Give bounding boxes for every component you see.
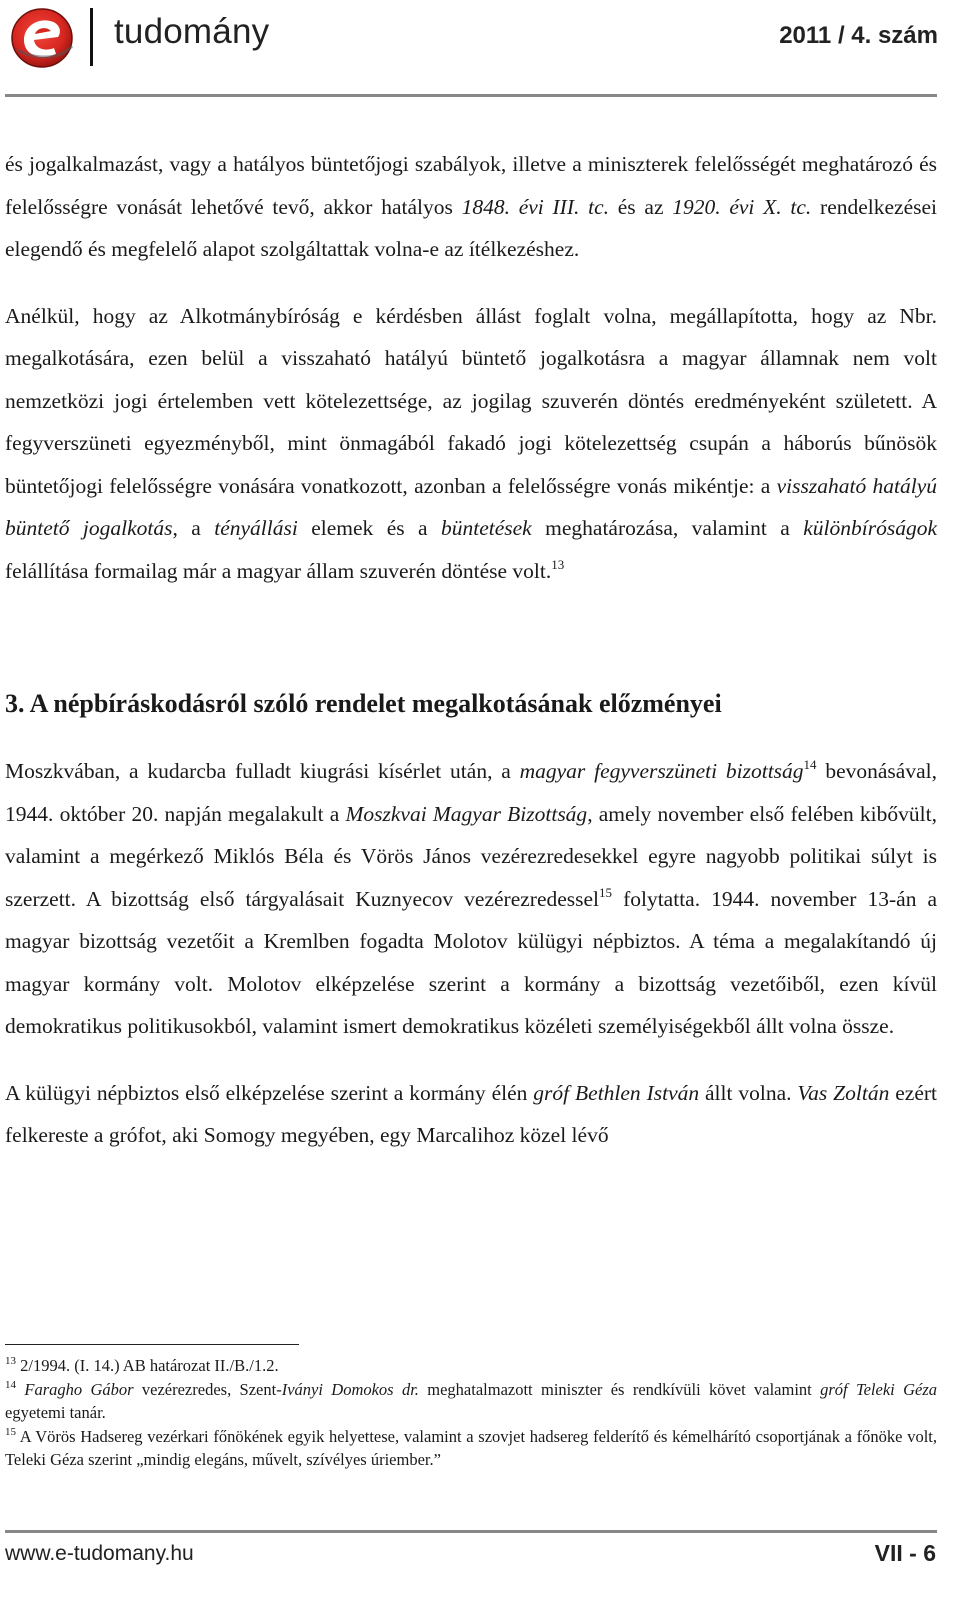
footnote-14: $^{14}$ Faragho Gábor vezérezredes, Szent-Iványi Domokos dr. meghatalmazott miniszter és rendkívüli követ valamint gróf Teleki Géza egyetemi tanár.	[5, 1378, 938, 1422]
section-heading: 3. A népbíráskodásról szóló rendelet megalkotásának előzményei	[5, 689, 722, 718]
footnote-ref-14[interactable]: 14	[803, 757, 817, 772]
footer-rule	[5, 1530, 937, 1533]
header-rule	[5, 94, 937, 97]
header-divider	[90, 8, 93, 66]
page-header	[0, 0, 960, 96]
footnote-ref-15[interactable]: 15	[599, 884, 613, 900]
site-name: tudomány	[114, 12, 270, 51]
paragraph-2: Anélkül, hogy az Alkotmánybíróság e kérdésben állást foglalt volna, megállapította, hogy az Nbr. megalkotására, ezen belül a visszaható hatályú büntető jogalkotásra a magyar államnak nem volt nemzetközi jogi értelemben vett kötelezettsége, az jogilag szuverén döntés eredményeként született. A fegyverszüneti egyezményből, mint önmagából fakadó jogi kötelezettség csupán a háborús bűnösök büntetőjogi felelősségre vonására vonatkozott, azonban a felelősségre vonás mikéntje: a visszaható hatályú büntető jogalkotás, a tényállási elemek és a büntetések meghatározása, valamint a különbíróságok felállítása formailag már a magyar állam szuverén döntése volt.$^{13}$	[5, 303, 938, 583]
footnote-13: $^{13}$ 2/1994. (I. 14.) AB határozat II./B./1.2.	[5, 1355, 279, 1375]
footer-url-link[interactable]: www.e-tudomany.hu	[5, 1542, 194, 1565]
footnote-ref-13[interactable]: 13	[551, 556, 565, 572]
paragraph-3: Moszkvában, a kudarcba fulladt kiugrási kísérlet után, a magyar fegyverszüneti bizottság$^{14}$ bevonásával, 1944. október 20. napján megalakult a Moszkvai Magyar Bizottság, amely november első felében kibővült, valamint a megérkező Miklós Béla és Vörös János vezérezredesekkel egyre nagyobb politikai súlyt is szerzett. A bizottság első tárgyalásait Kuznyecov vezérezredessel$^{15}$ folytatta. 1944. november 13-án a magyar bizottság vezetőit a Kremlben fogadta Molotov külügyi népbiztos. A téma a megalakítandó új magyar kormány volt. Molotov elképzelése szerint a kormány a bizottság vezetőiből, ezen kívül demokratikus politikusokból, valamint ismert demokratikus közéleti személyiségekből állt volna össze.	[5, 757, 938, 1038]
footnote-separator	[5, 1344, 299, 1345]
e-tudomany-logo-icon[interactable]	[8, 2, 76, 70]
page-number: VII - 6	[874, 1540, 936, 1566]
paragraph-1: és jogalkalmazást, vagy a hatályos büntetőjogi szabályok, illetve a miniszterek felelősségét meghatározó és felelősségre vonását lehetővé tevő, akkor hatályos 1848. évi III. tc. és az 1920. évi X. tc. rendelkezései elegendő és megfelelő alapot szolgáltattak volna-e az ítélkezéshez.	[5, 152, 938, 261]
paragraph-4: A külügyi népbiztos első elképzelése szerint a kormány élén gróf Bethlen István állt volna. Vas Zoltán ezért felkereste a grófot, aki Somogy megyében, egy Marcalihoz közel lévő	[5, 1080, 937, 1147]
issue-label: 2011 / 4. szám	[779, 22, 938, 49]
footnotes	[5, 1354, 937, 1472]
footnote-15: $^{15}$ A Vörös Hadsereg vezérkari főnökének egyik helyettese, valamint a szovjet hadsereg felderítő és kémelhárító csoportjának a főnöke volt, Teleki Géza szerint „mindig elegáns, művelt, szívélyes úriember.”	[5, 1425, 937, 1469]
article-body	[5, 143, 937, 1157]
